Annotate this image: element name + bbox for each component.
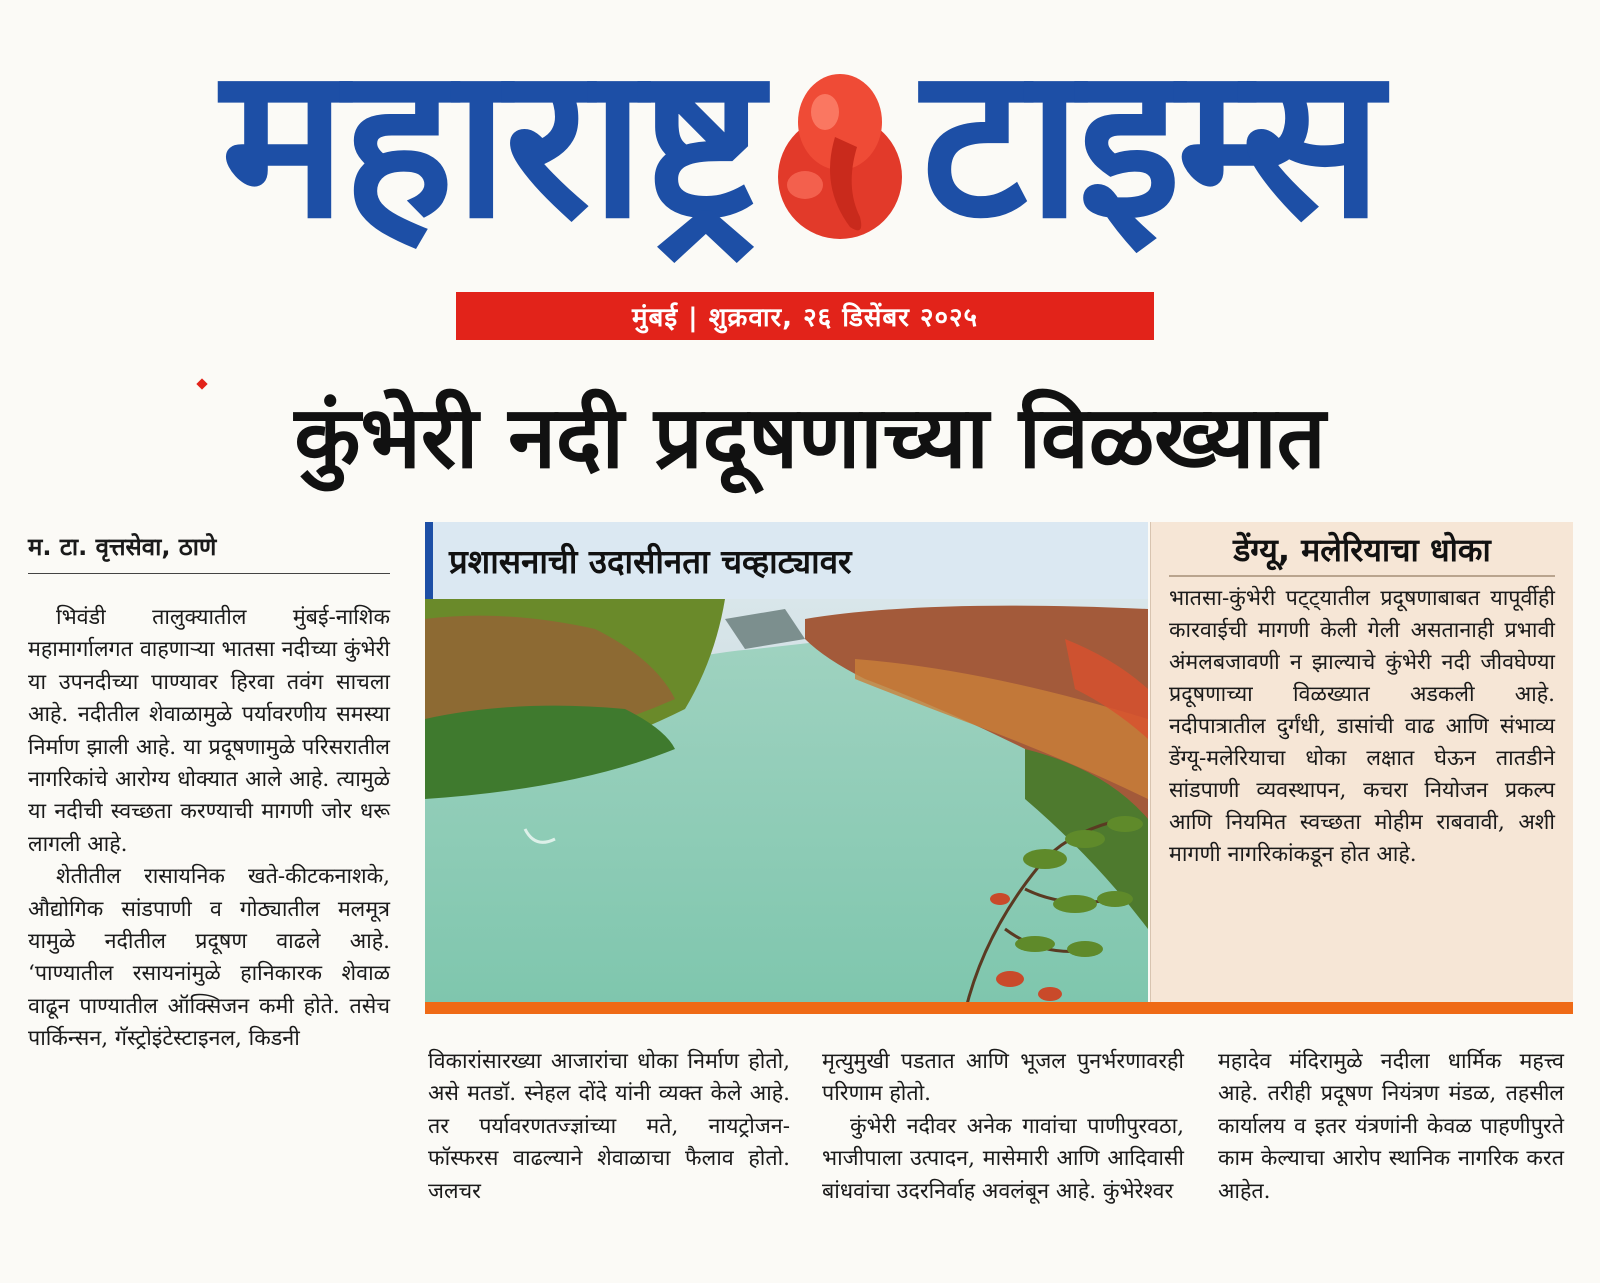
- photo-panel: [425, 522, 1148, 1012]
- ganesha-logo-icon: [765, 67, 915, 247]
- paragraph: भिवंडी तालुक्यातील मुंबई-नाशिक महामार्गालगत वाहणाऱ्या भातसा नदीच्या कुंभेरी या उपनदीच्या पाण्यावर हिरवा तवंग साचला आहे. नदीतील शेवाळामुळे पर्यावरणीय समस्या निर्माण झाली आहे. या प्रदूषणामुळे परिसरातील नागरिकांचे आरोग्य धोक्यात आले आहे. त्यामुळे या नदीची स्वच्छता करण्याची मागणी जोर धरू लागली आहे.: [28, 605, 390, 857]
- masthead-right: टाइम्स: [921, 20, 1379, 265]
- article-column-4: [1218, 1046, 1564, 1208]
- paragraph: मृत्युमुखी पडतात आणि भूजल पुनर्भरणावरही परिणाम होतो.: [822, 1049, 1184, 1107]
- byline: म. टा. वृत्तसेवा, ठाणे: [28, 530, 390, 574]
- dateline: मुंबई | शुक्रवार, २६ डिसेंबर २०२५: [456, 292, 1154, 340]
- sidebar-box: [1150, 522, 1573, 1002]
- masthead-title: [221, 18, 1379, 268]
- headline: कुंभेरी नदी प्रदूषणाच्या विळख्यात: [294, 388, 1326, 488]
- masthead-left: महाराष्ट्र: [221, 20, 760, 265]
- masthead: [30, 18, 1570, 268]
- sidebar-title: डेंग्यू, मलेरियाचा धोका: [1169, 528, 1555, 577]
- river-photo: [425, 599, 1148, 1012]
- sidebar-body: भातसा-कुंभेरी पट्ट्यातील प्रदूषणाबाबत यापूर्वीही कारवाईची मागणी केली गेली असतानाही प्रभावी अंमलबजावणी न झाल्याचे कुंभेरी नदी जीवघेण्या प्रदूषणाच्या विळख्यात अडकली आहे. नदीपात्रातील दुर्गंधी, डासांची वाढ आणि संभाव्य डेंग्यू-मलेरियाचा धोका लक्षात घेऊन तातडीने सांडपाणी व्यवस्थापन, कचरा नियोजन प्रकल्प आणि नियमित स्वच्छता मोहीम राबवावी, अशी मागणी नागरिकांकडून होत आहे.: [1169, 586, 1555, 867]
- paragraph: शेतीतील रासायनिक खते-कीटकनाशके, औद्योगिक सांडपाणी व गोठ्यातील मलमूत्र यामुळे नदीतील प्रदूषण वाढले आहे. ‘पाण्यातील रसायनांमुळे हानिकारक शेवाळ वाढून पाण्यातील ऑक्सिजन कमी होते. तसेच पार्किन्सन, गॅस्ट्रोइंटेस्टाइनल, किडनी: [28, 864, 390, 1052]
- paragraph: विकारांसारख्या आजारांचा धोका निर्माण होतो, असे मतडॉ. स्नेहल दोंदे यांनी व्यक्त केले आहे. तर पर्यावरणतज्ज्ञांच्या मते, नायट्रोजन-फॉस्फरस वाढल्याने शेवाळाचा फैलाव होतो. जलचर: [428, 1049, 790, 1204]
- paragraph: महादेव मंदिरामुळे नदीला धार्मिक महत्त्व आहे. तरीही प्रदूषण नियंत्रण मंडळ, तहसील कार्यालय व इतर यंत्रणांनी केवळ पाहणीपुरते काम केल्याचा आरोप स्थानिक नागरिक करत आहेत.: [1218, 1049, 1564, 1204]
- article-column-2: [428, 1046, 790, 1208]
- article-column-1: [28, 602, 390, 1056]
- photo-caption: प्रशासनाची उदासीनता चव्हाट्यावर: [425, 522, 1148, 599]
- article-column-3: [822, 1046, 1184, 1208]
- paragraph: कुंभेरी नदीवर अनेक गावांचा पाणीपुरवठा, भाजीपाला उत्पादन, मासेमारी आणि आदिवासी बांधवांचा उदरनिर्वाह अवलंबून आहे. कुंभेरेश्वर: [822, 1113, 1184, 1204]
- section-rule: [425, 1002, 1573, 1014]
